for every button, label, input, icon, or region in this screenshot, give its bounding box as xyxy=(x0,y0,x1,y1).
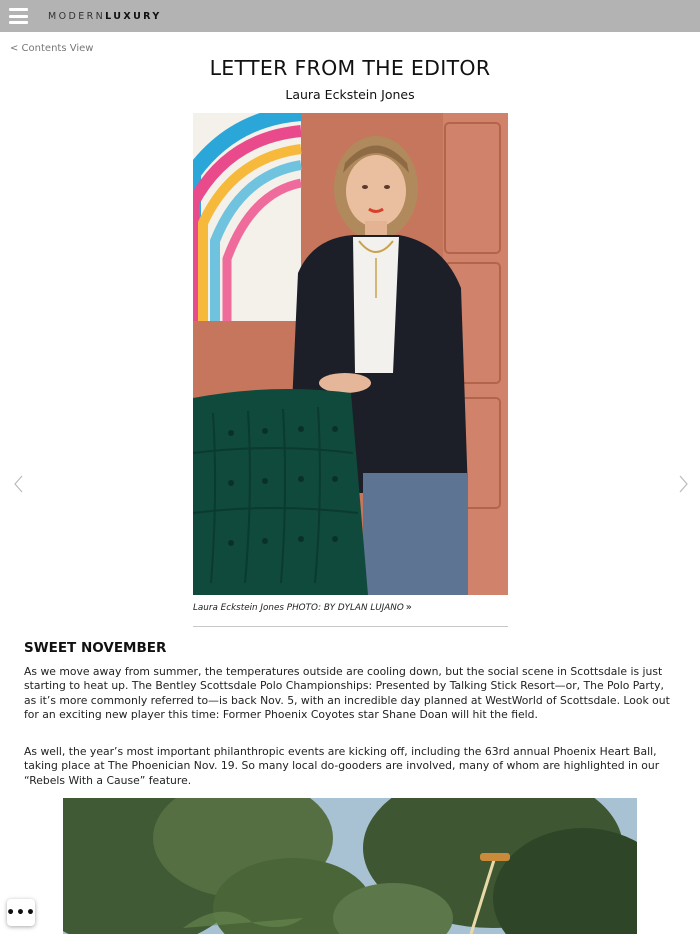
caption-divider xyxy=(193,626,508,627)
hamburger-icon[interactable] xyxy=(9,8,28,24)
contents-view-link[interactable]: < Contents View xyxy=(10,43,94,54)
page-title: LETTER FROM THE EDITOR xyxy=(209,56,491,80)
brand-logo[interactable]: MODERNLUXURY xyxy=(48,11,162,22)
more-options-button[interactable] xyxy=(7,899,35,926)
chevron-right-icon[interactable] xyxy=(676,474,690,494)
more-dots-icon: ••• xyxy=(6,904,36,921)
author-byline: Laura Eckstein Jones xyxy=(285,87,415,102)
article-paragraph: As we move away from summer, the temperatures outside are cooling down, but the social scene in Scottsdale is just starting to heat up. The Bentley Scottsdale Polo Championships: Presented by Talking Stick Resort—or, The Polo Party, as it’s more commonly referred to—is back Nov. 5, with an incredible day planned at WestWorld of Scottsdale. Look out for an exciting new player this time: Former Phoenix Coyotes star Shane Doan will hit the field. xyxy=(24,665,670,721)
caption-expand-icon[interactable]: » xyxy=(405,602,412,613)
section-heading: SWEET NOVEMBER xyxy=(24,640,167,656)
top-bar xyxy=(0,0,700,32)
chevron-left-icon[interactable] xyxy=(12,474,26,494)
article-paragraph: As well, the year’s most important philanthropic events are kicking off, including the 63rd annual Phoenix Heart Ball, taking place at The Phoenician Nov. 19. So many local do-gooders are involved, many of whom are highlighted in our “Rebels With a Cause” feature. xyxy=(24,745,660,787)
photo-caption: Laura Eckstein Jones PHOTO: BY DYLAN LUJANO » xyxy=(193,602,412,613)
hero-photo xyxy=(193,113,508,595)
polo-photo xyxy=(63,798,637,934)
